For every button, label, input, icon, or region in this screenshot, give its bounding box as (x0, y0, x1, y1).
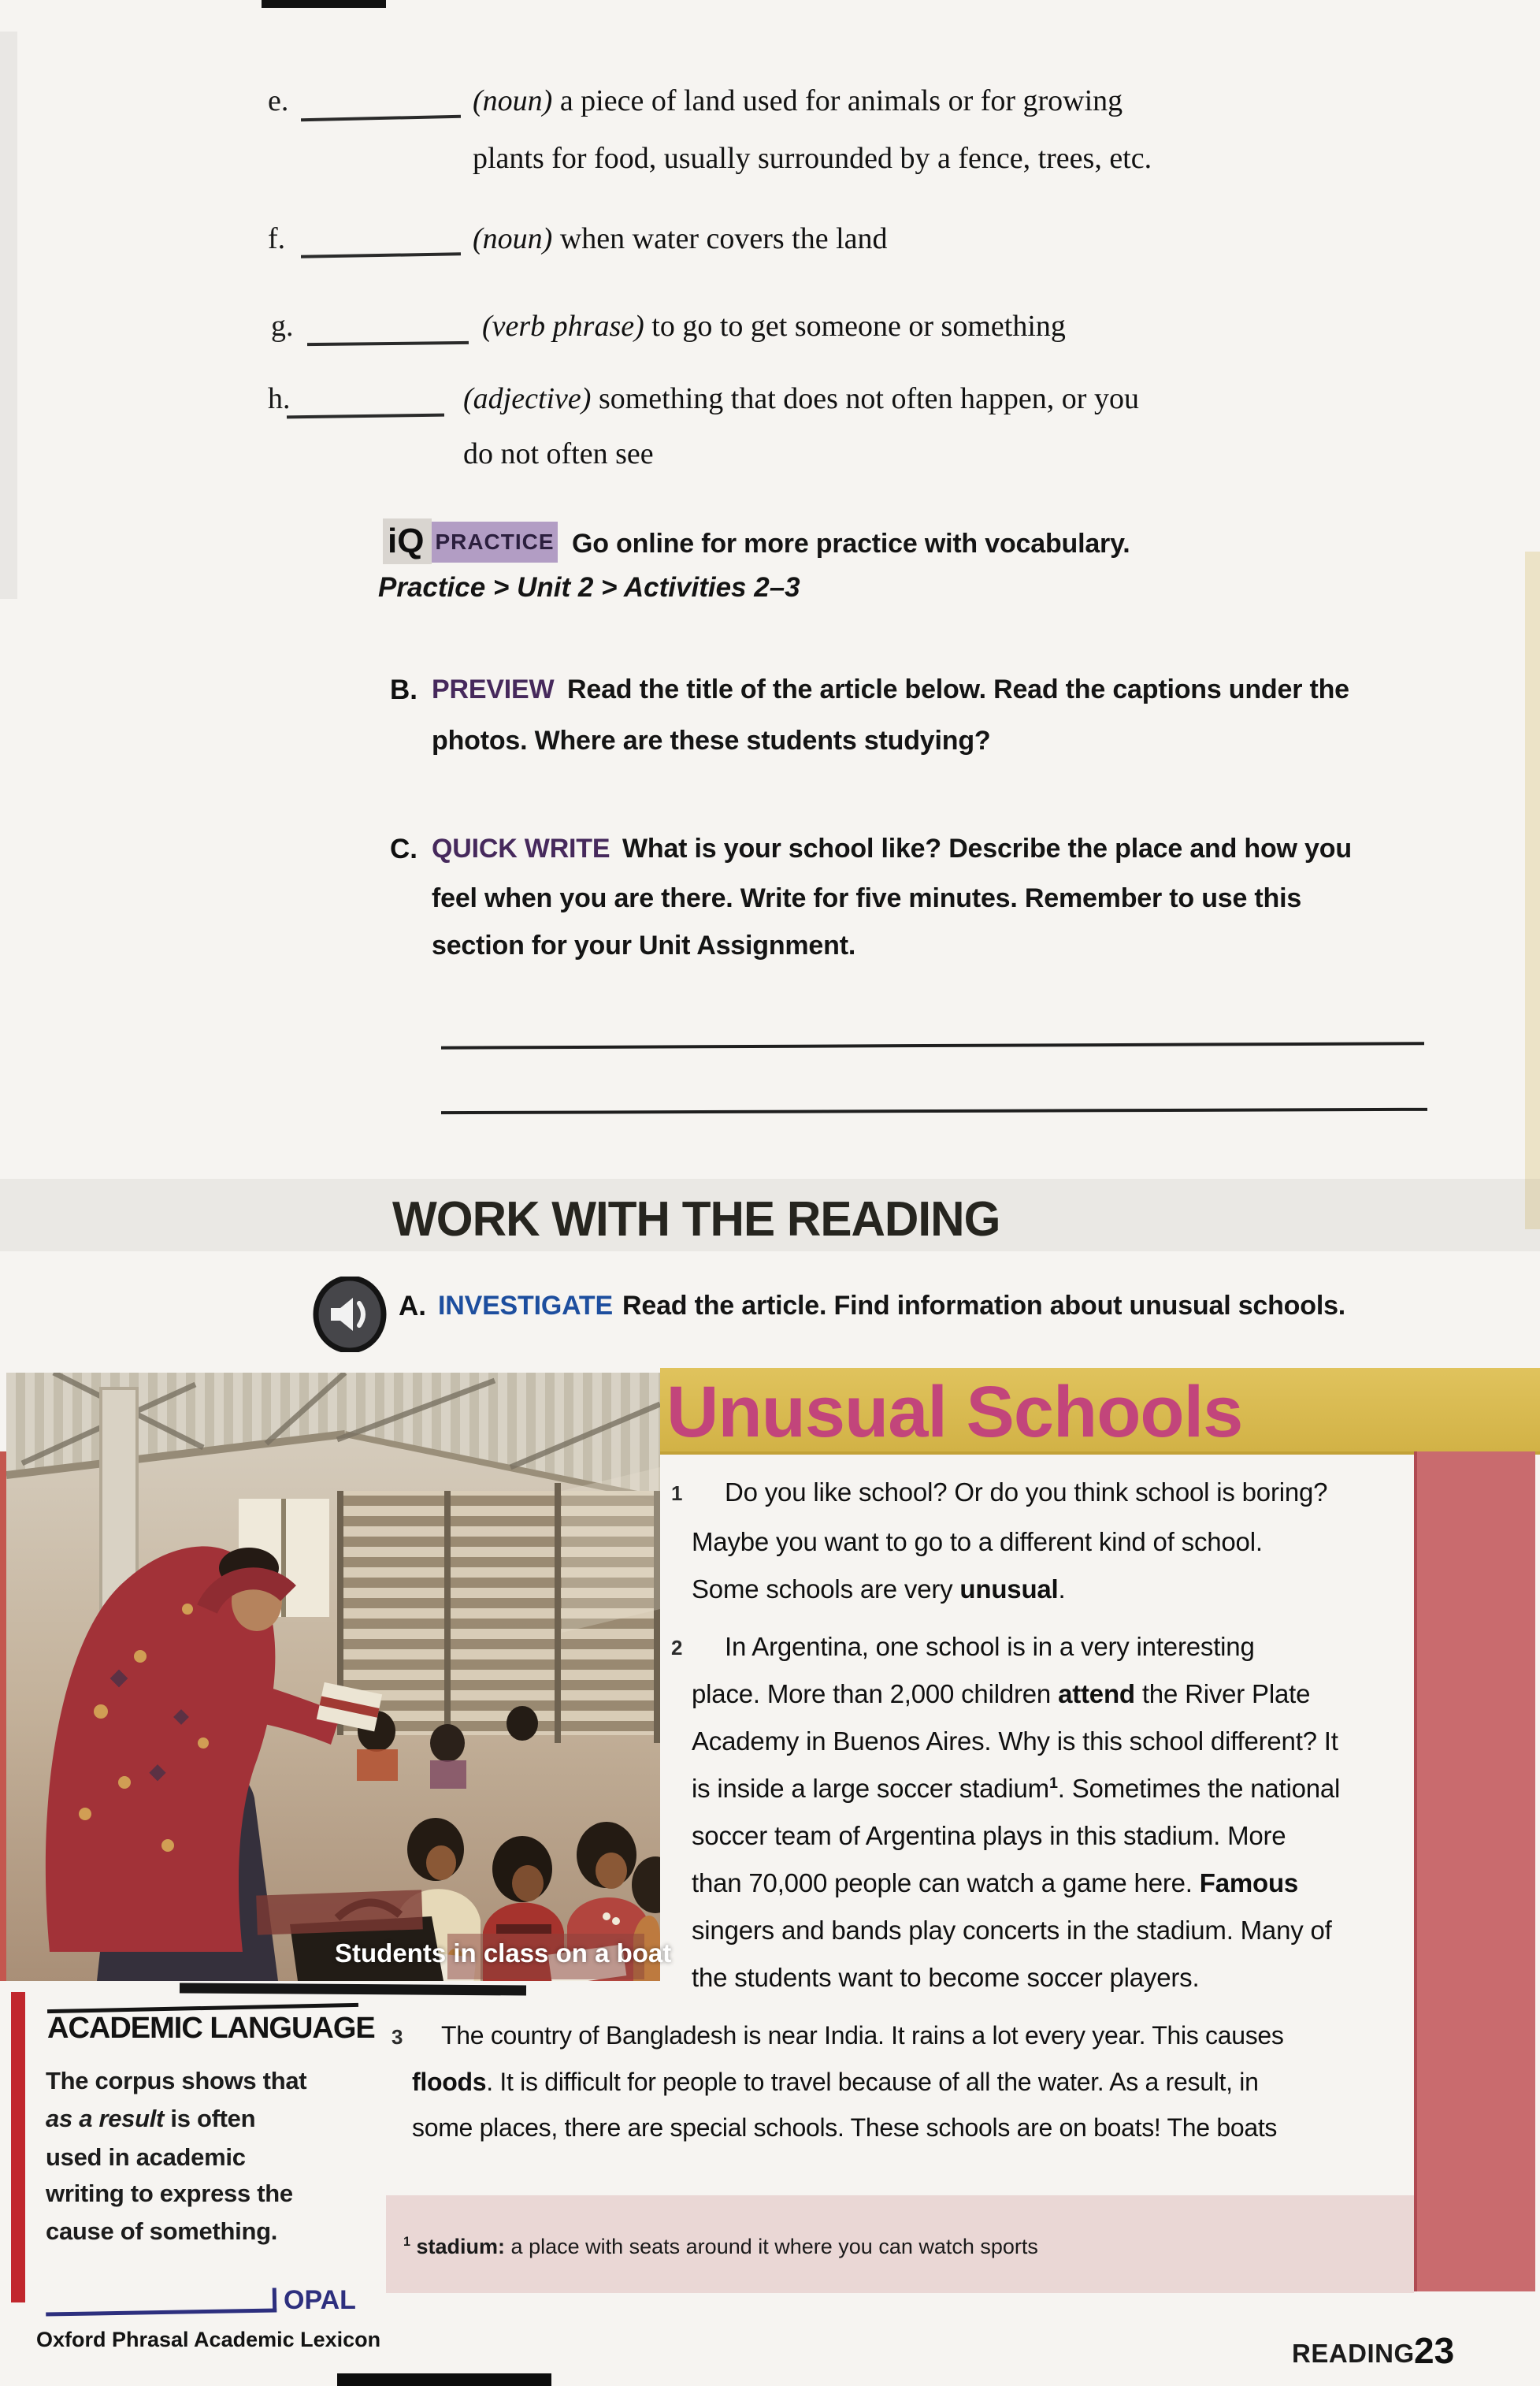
article-text: . It is difficult for people to travel because of all the water. As a result, in (486, 2068, 1259, 2096)
writing-line[interactable] (441, 1108, 1427, 1114)
footnote (403, 2235, 1038, 2259)
vocab-item-letter: h. (268, 382, 291, 415)
investigate-keyword: INVESTIGATE (438, 1291, 613, 1321)
photo-caption: Students in class on a boat (335, 1938, 672, 1968)
quick-write-keyword: QUICK WRITE (432, 834, 610, 864)
article-line: some places, there are special schools. These schools are on boats! The boats (412, 2113, 1278, 2142)
vocab-fill-in-blank[interactable] (301, 252, 461, 258)
quick-write-line1: What is your school like? Describe the place and how you (622, 834, 1352, 864)
vocab-item-letter: g. (271, 310, 294, 343)
preview-line2: photos. Where are these students studying? (432, 726, 991, 756)
paragraph-number: 3 (391, 2025, 403, 2049)
vocab-definition-line2: do not often see (463, 437, 654, 470)
scan-mark-top (262, 0, 386, 8)
academic-language-text: is often (164, 2105, 256, 2132)
article-line: In Argentina, one school is in a very interesting (725, 1632, 1255, 1661)
part-of-speech: (verb phrase) (482, 310, 644, 343)
scan-shadow-left (0, 32, 17, 599)
opal-logo: OPAL (284, 2285, 356, 2315)
vocab-item-letter: e. (268, 84, 289, 117)
part-of-speech: (adjective) (463, 382, 592, 415)
writing-line[interactable] (441, 1042, 1424, 1049)
practice-chip: PRACTICE (432, 522, 558, 563)
article-line (692, 1574, 1066, 1604)
section-letter: A. (399, 1291, 426, 1321)
academic-language-line: The corpus shows that (46, 2067, 307, 2094)
definition-text: a piece of land used for animals or for growing (559, 84, 1123, 117)
iq-practice-path: Practice > Unit 2 > Activities 2–3 (378, 572, 800, 603)
scan-tint-right (1525, 552, 1540, 1229)
article-text: place. More than 2,000 children (692, 1679, 1059, 1708)
academic-language-line: used in academic (46, 2143, 246, 2171)
definition-text: to go to get someone or something (651, 310, 1066, 343)
vocab-fill-in-blank[interactable] (301, 115, 461, 122)
vocab-word: floods (412, 2068, 487, 2096)
vocab-fill-in-blank[interactable] (307, 341, 469, 346)
footnote-marker: 1 (1048, 1775, 1058, 1792)
students-boat-photo (6, 1373, 672, 1981)
footnote-marker: 1 (403, 2235, 411, 2249)
article-line (412, 2068, 1259, 2097)
article-text: . Sometimes the national (1057, 1774, 1341, 1803)
vocab-word: Famous (1199, 1868, 1299, 1897)
article-line (692, 1868, 1298, 1898)
academic-language-title: ACADEMIC LANGUAGE (47, 2012, 375, 2045)
part-of-speech: (noun) (473, 84, 553, 117)
vocab-definition (473, 221, 888, 256)
article-line: the students want to become soccer players. (692, 1963, 1200, 1992)
academic-language-red-tab (11, 1992, 25, 2302)
section-letter: C. (390, 834, 417, 864)
definition-text: when water covers the land (559, 222, 888, 255)
preview-line1: Read the title of the article below. Read the captions under the (567, 675, 1349, 704)
scan-mark-photo-edge (180, 1983, 526, 1995)
paragraph-number: 1 (671, 1481, 683, 1505)
opal-bracket (46, 2288, 276, 2316)
article-line: singers and bands play concerts in the stadium. Many of (692, 1916, 1332, 1945)
footnote-text: a place with seats around it where you can watch sports (505, 2235, 1038, 2258)
vocab-definition (482, 309, 1066, 344)
article-line: soccer team of Argentina plays in this stadium. More (692, 1821, 1286, 1850)
article-text: the River Plate (1134, 1679, 1311, 1708)
iq-practice-text: Go online for more practice with vocabulary. (572, 529, 1130, 559)
phrase-as-a-result: as a result (46, 2105, 165, 2132)
article-text: Some schools are very (692, 1574, 960, 1604)
part-of-speech: (noun) (473, 222, 553, 255)
article-title: Unusual Schools (666, 1372, 1243, 1452)
iq-logo: iQ (388, 522, 425, 560)
article-text: . (1058, 1574, 1066, 1604)
academic-language-line: writing to express the (46, 2180, 293, 2207)
vocab-definition (473, 84, 1123, 118)
article-line: The country of Bangladesh is near India. It rains a lot every year. This causes (441, 2021, 1284, 2050)
footer-section-label: READING (1292, 2339, 1415, 2368)
article-text: than 70,000 people can watch a game here. (692, 1868, 1200, 1897)
vocab-word: attend (1058, 1679, 1135, 1708)
vocab-definition (463, 381, 1139, 416)
footnote-term: stadium: (416, 2235, 506, 2258)
audio-icon (312, 1277, 388, 1352)
article-sidebar-stripe (1414, 1451, 1535, 2291)
article-line: Maybe you want to go to a different kind of school. (692, 1527, 1263, 1556)
quick-write-line3: section for your Unit Assignment. (432, 931, 856, 961)
scan-mark-bottom (337, 2373, 551, 2386)
article-line (692, 1679, 1310, 1709)
definition-text: something that does not often happen, or you (598, 382, 1139, 415)
article-line (692, 1774, 1340, 1804)
vocab-fill-in-blank[interactable] (287, 414, 444, 419)
footer-page-number: 23 (1414, 2330, 1455, 2371)
reading-section-heading: WORK WITH THE READING (392, 1192, 1000, 1247)
article-line: Do you like school? Or do you think school is boring? (725, 1477, 1328, 1507)
academic-language-line: cause of something. (46, 2217, 278, 2245)
paragraph-number: 2 (671, 1636, 683, 1659)
academic-language-line (46, 2105, 255, 2133)
preview-keyword: PREVIEW (432, 675, 555, 704)
quick-write-line2: feel when you are there. Write for five minutes. Remember to use this (432, 883, 1302, 913)
article-line: Academy in Buenos Aires. Why is this school different? It (692, 1726, 1338, 1756)
investigate-text: Read the article. Find information about unusual schools. (622, 1291, 1346, 1321)
vocab-word: unusual (959, 1574, 1059, 1604)
vocab-item-letter: f. (268, 222, 286, 255)
vocab-definition-line2: plants for food, usually surrounded by a fence, trees, etc. (473, 142, 1152, 175)
opal-full-name: Oxford Phrasal Academic Lexicon (36, 2328, 381, 2351)
article-text: is inside a large soccer stadium (692, 1774, 1049, 1803)
section-letter: B. (390, 675, 417, 705)
